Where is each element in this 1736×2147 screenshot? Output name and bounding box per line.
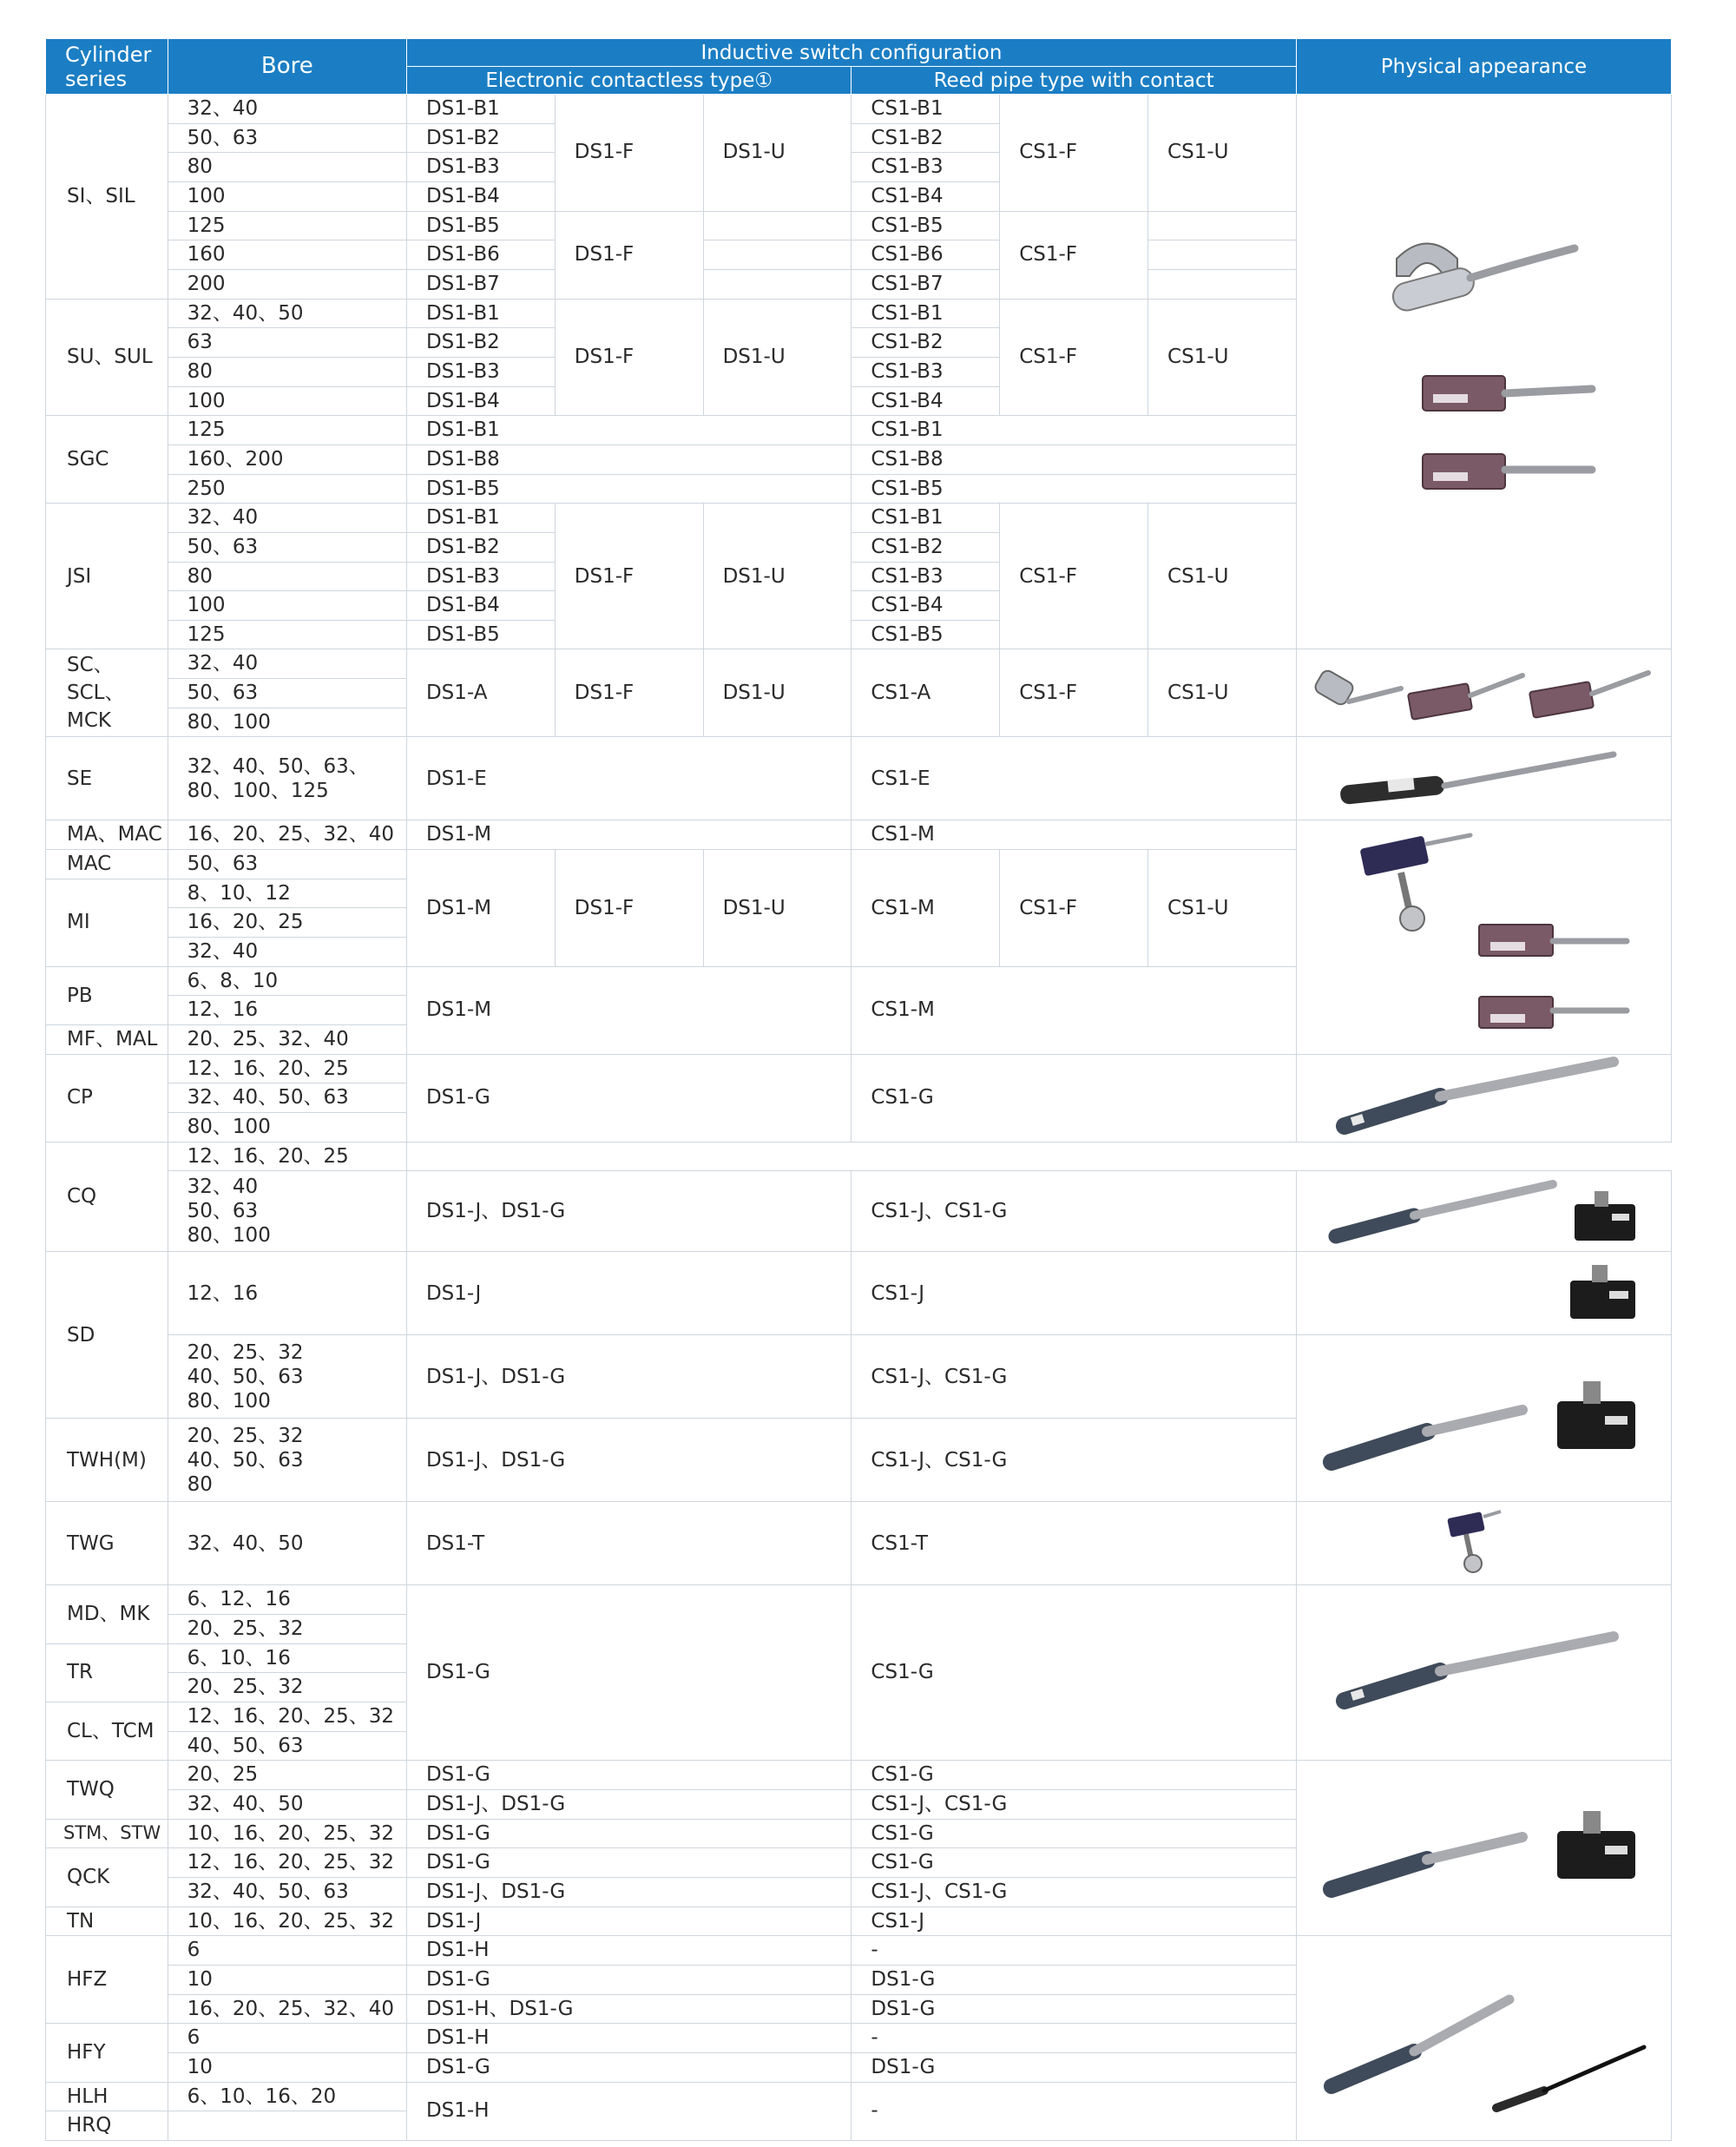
ds-cell: DS1-B6: [406, 240, 555, 270]
bore-cell: 20、25、32: [168, 1615, 406, 1644]
cs-cell: CS1-B3: [852, 357, 1000, 386]
bore-cell: 50、63: [168, 850, 406, 879]
series-qck: QCK: [46, 1848, 168, 1907]
cylindrical-sensor-icon: [1327, 744, 1640, 813]
slot-and-block-sensor-icon: [1318, 1174, 1648, 1248]
ds-cell: DS1-B3: [406, 153, 555, 182]
cs-f-cell: CS1-F: [1000, 649, 1148, 737]
cs-cell: CS1-J、CS1-G: [852, 1789, 1297, 1819]
ds-cell: DS1-B3: [406, 562, 555, 591]
series-mac: MAC: [46, 850, 168, 879]
cs-cell: CS1-J、CS1-G: [852, 1335, 1297, 1419]
bore-cell: 10、16、20、25、32: [168, 1819, 406, 1848]
slot-sensor-icon: [1327, 1630, 1640, 1716]
ds-cell: DS1-G: [406, 1761, 851, 1790]
appearance-image-2: [1296, 649, 1671, 737]
empty-cell: [703, 211, 852, 240]
cs-f-cell: CS1-F: [1000, 95, 1148, 212]
bore-cell: 20、25、32: [168, 1673, 406, 1702]
switch-configuration-table: [45, 38, 1672, 2141]
ds-u-cell: DS1-U: [703, 299, 852, 416]
bore-cell: 80: [168, 357, 406, 386]
bore-cell: 160、200: [168, 445, 406, 474]
header-reed-pipe: Reed pipe type with contact: [852, 67, 1297, 95]
ds-cell: DS1-B5: [406, 474, 851, 504]
bore-cell: 32、40、50: [168, 299, 406, 328]
cs-cell: CS1-B2: [852, 328, 1000, 358]
ds-cell: DS1-H、DS1-G: [406, 1994, 851, 2024]
series-pb: PB: [46, 966, 168, 1024]
cs-u-cell: CS1-U: [1148, 299, 1297, 416]
bore-cell: 100: [168, 386, 406, 416]
appearance-image-4: [1296, 820, 1671, 1054]
cs-cell: DS1-G: [852, 1994, 1297, 2024]
ds-cell: DS1-J、DS1-G: [406, 1335, 851, 1419]
ds-cell: DS1-M: [406, 966, 851, 1054]
bore-cell: 16、20、25、32、40: [168, 820, 406, 850]
series-tn: TN: [46, 1907, 168, 1936]
empty-cell: [703, 240, 852, 270]
bore-cell: 32、40、50、63: [168, 1083, 406, 1113]
cs-cell: -: [852, 2082, 1297, 2140]
cs-u-cell: CS1-U: [1148, 649, 1297, 737]
cs-cell: CS1-G: [852, 1585, 1297, 1761]
bore-cell: 32、40: [168, 504, 406, 533]
header-inductive-switch-configuration: Inductive switch configuration: [406, 39, 1296, 67]
cs-cell: CS1-J、CS1-G: [852, 1419, 1297, 1502]
bore-cell: 16、20、25、32、40: [168, 1994, 406, 2024]
ds-cell: DS1-G: [406, 1965, 851, 1994]
bore-cell: 80、100: [168, 1113, 406, 1143]
series-si-sil: SI、SIL: [46, 95, 168, 300]
bore-line: 80、100: [187, 1224, 271, 1248]
header-bore: Bore: [168, 39, 406, 95]
ds-cell: DS1-B4: [406, 591, 555, 621]
cs-cell: CS1-B4: [852, 591, 1000, 621]
cs-cell: CS1-J: [852, 1907, 1297, 1936]
cs-cell: CS1-A: [852, 649, 1000, 737]
series-stm-stw: STM、STW: [46, 1819, 168, 1848]
cs-f-cell: CS1-F: [1000, 211, 1148, 299]
appearance-image-12: [1296, 1936, 1671, 2141]
cs-cell: CS1-M: [852, 966, 1297, 1054]
cs-f-cell: CS1-F: [1000, 850, 1148, 967]
cs-cell: CS1-B1: [852, 416, 1297, 445]
bore-cell: 50、63: [168, 123, 406, 153]
ds-cell: DS1-B3: [406, 357, 555, 386]
series-twg: TWG: [46, 1502, 168, 1585]
ds-f-cell: DS1-F: [555, 850, 703, 967]
band-mount-sensor-small-icon: [1397, 1505, 1570, 1583]
bore-cell: 32、40、50、63: [168, 1877, 406, 1907]
series-twq: TWQ: [46, 1761, 168, 1819]
bore-cell: 10: [168, 1965, 406, 1994]
empty-cell: [1148, 211, 1297, 240]
bore-cell: 32、40、50: [168, 1502, 406, 1585]
cs-cell: CS1-B1: [852, 504, 1000, 533]
bore-cell: 6、10、16: [168, 1643, 406, 1673]
cs-cell: CS1-B3: [852, 562, 1000, 591]
ds-cell: DS1-J: [406, 1907, 851, 1936]
ds-cell: DS1-B1: [406, 416, 851, 445]
clamp-reed-switches-icon: [1310, 654, 1657, 732]
bore-cell: 6、12、16: [168, 1585, 406, 1615]
appearance-image-11: [1296, 1761, 1671, 1936]
series-tr: TR: [46, 1643, 168, 1702]
cs-cell: CS1-M: [852, 850, 1000, 967]
ds-cell: DS1-B4: [406, 386, 555, 416]
ds-f-cell: DS1-F: [555, 504, 703, 649]
bore-cell: 50、63: [168, 532, 406, 562]
bore-cell: 12、16、20、25: [168, 1054, 406, 1083]
series-cp: CP: [46, 1054, 168, 1142]
header-physical-appearance: Physical appearance: [1296, 39, 1671, 95]
series-hlh: HLH: [46, 2082, 168, 2111]
ds-cell: DS1-B5: [406, 620, 555, 649]
ds-cell: DS1-J、DS1-G: [406, 1877, 851, 1907]
bore-cell: 10、16、20、25、32: [168, 1907, 406, 1936]
ds-cell: DS1-B1: [406, 95, 555, 124]
bore-cell: 63: [168, 328, 406, 358]
cs-cell: CS1-B3: [852, 153, 1000, 182]
header-electronic-contactless: Electronic contactless type①: [406, 67, 851, 95]
ds-u-cell: DS1-U: [703, 649, 852, 737]
bore-line: 32、40、50、63、: [187, 754, 369, 778]
bore-cell: 12、16、20、25、32: [168, 1848, 406, 1878]
ds-cell: DS1-B8: [406, 445, 851, 474]
ds-cell: DS1-B2: [406, 328, 555, 358]
ds-cell: DS1-M: [406, 820, 851, 850]
ds-cell: DS1-J、DS1-G: [406, 1419, 851, 1502]
cs-cell: CS1-B5: [852, 620, 1000, 649]
cs-u-cell: CS1-U: [1148, 850, 1297, 967]
bore-line: 80、100、125: [187, 779, 329, 802]
ds-f-cell: DS1-F: [555, 299, 703, 416]
bore-cell: 12、16、20、25: [168, 1142, 406, 1171]
header-cylinder-series: Cylinder series: [46, 39, 168, 95]
cs-cell: CS1-B8: [852, 445, 1297, 474]
bore-cell: 80、100: [168, 708, 406, 737]
slot-sensor-icon: [1327, 1055, 1640, 1142]
ds-cell: DS1-H: [406, 1936, 851, 1966]
ds-cell: DS1-B2: [406, 123, 555, 153]
bore-cell: 32、40、50: [168, 1789, 406, 1819]
bore-line: 32、40: [187, 1176, 259, 1199]
ds-cell: DS1-B4: [406, 181, 555, 211]
bore-cell: 125: [168, 211, 406, 240]
appearance-image-9: [1296, 1502, 1671, 1585]
series-cl-tcm: CL、TCM: [46, 1702, 168, 1760]
empty-cell: [1148, 240, 1297, 270]
cs-cell: CS1-M: [852, 820, 1297, 850]
cs-cell: CS1-B2: [852, 123, 1000, 153]
bore-cell: 32、40: [168, 95, 406, 124]
ds-f-cell: DS1-F: [555, 211, 703, 299]
bore-cell: 80: [168, 562, 406, 591]
bore-cell: 10: [168, 2052, 406, 2082]
ds-cell: DS1-E: [406, 737, 851, 820]
ds-f-cell: DS1-F: [555, 95, 703, 212]
ds-cell: DS1-G: [406, 1819, 851, 1848]
series-jsi: JSI: [46, 504, 168, 649]
ds-cell: DS1-T: [406, 1502, 851, 1585]
cs-cell: CS1-B6: [852, 240, 1000, 270]
series-twh-m: TWH(M): [46, 1419, 168, 1502]
bore-cell: 125: [168, 620, 406, 649]
bore-cell: 20、25、32、40: [168, 1025, 406, 1055]
bore-cell: 250: [168, 474, 406, 504]
cs-cell: CS1-J、CS1-G: [852, 1171, 1297, 1252]
appearance-image-3: [1296, 737, 1671, 820]
ds-cell: DS1-J、DS1-G: [406, 1789, 851, 1819]
series-md-mk: MD、MK: [46, 1585, 168, 1643]
cs-cell: CS1-J、CS1-G: [852, 1877, 1297, 1907]
ds-cell: DS1-B5: [406, 211, 555, 240]
cs-cell: CS1-B4: [852, 181, 1000, 211]
bore-cell: 160: [168, 240, 406, 270]
cs-cell: CS1-B7: [852, 269, 1000, 299]
band-mount-sensors-icon: [1327, 825, 1640, 1050]
slot-and-mini-sensor-icon: [1310, 1956, 1657, 2121]
empty-cell: [703, 269, 852, 299]
series-hfz: HFZ: [46, 1936, 168, 2024]
bore-cell: 8、10、12: [168, 879, 406, 908]
series-mi: MI: [46, 879, 168, 966]
series-sc-scl-mck: SC、SCL、MCK: [46, 649, 168, 737]
series-sd: SD: [46, 1252, 168, 1419]
series-ma-mac: MA、MAC: [46, 820, 168, 850]
bore-cell: [168, 1419, 406, 1502]
ds-u-cell: DS1-U: [703, 504, 852, 649]
bore-cell: 6: [168, 1936, 406, 1966]
ds-cell: DS1-B7: [406, 269, 555, 299]
appearance-image-8: [1296, 1335, 1671, 1502]
bore-cell: [168, 1335, 406, 1419]
ds-f-cell: DS1-F: [555, 649, 703, 737]
bore-cell: 100: [168, 181, 406, 211]
ds-cell: DS1-H: [406, 2082, 851, 2140]
cs-cell: CS1-B5: [852, 211, 1000, 240]
series-cq: CQ: [46, 1142, 168, 1252]
cs-cell: CS1-J: [852, 1252, 1297, 1335]
ds-cell: DS1-H: [406, 2024, 851, 2053]
ds-cell: DS1-G: [406, 1848, 851, 1878]
bore-line: 50、63: [187, 1200, 259, 1223]
ds-cell: DS1-G: [406, 1585, 851, 1761]
cs-cell: DS1-G: [852, 1965, 1297, 1994]
slot-and-block-sensor-large-icon: [1314, 1792, 1653, 1905]
ds-u-cell: DS1-U: [703, 95, 852, 212]
series-mf-mal: MF、MAL: [46, 1025, 168, 1055]
ds-u-cell: DS1-U: [703, 850, 852, 967]
bore-cell: 20、25: [168, 1761, 406, 1790]
cs-cell: CS1-G: [852, 1054, 1297, 1142]
cs-cell: CS1-G: [852, 1761, 1297, 1790]
bore-line: 40、50、63: [187, 1365, 304, 1388]
bore-cell: 12、16: [168, 996, 406, 1025]
cs-u-cell: CS1-U: [1148, 95, 1297, 212]
appearance-image-10: [1296, 1585, 1671, 1761]
series-sgc: SGC: [46, 416, 168, 504]
cs-cell: CS1-B4: [852, 386, 1000, 416]
cs-f-cell: CS1-F: [1000, 504, 1148, 649]
bore-cell: 6: [168, 2024, 406, 2053]
ds-cell: DS1-B1: [406, 299, 555, 328]
cs-cell: DS1-G: [852, 2052, 1297, 2082]
bore-cell: 32、40: [168, 938, 406, 967]
series-hrq: HRQ: [46, 2111, 168, 2141]
cs-cell: CS1-G: [852, 1848, 1297, 1878]
bore-cell: [168, 2111, 406, 2141]
bore-cell: [168, 737, 406, 820]
ds-cell: DS1-B1: [406, 504, 555, 533]
bore-cell: 6、8、10: [168, 966, 406, 996]
reed-switch-clamp-icon: [1345, 224, 1622, 519]
ds-cell: DS1-G: [406, 1054, 851, 1142]
appearance-image-1: [1296, 95, 1671, 649]
block-sensor-icon: [1310, 1255, 1657, 1333]
appearance-image-6: [1296, 1171, 1671, 1252]
cs-cell: CS1-B5: [852, 474, 1297, 504]
bore-cell: [168, 1171, 406, 1252]
bore-cell: 40、50、63: [168, 1731, 406, 1761]
cs-cell: -: [852, 1936, 1297, 1966]
series-su-sul: SU、SUL: [46, 299, 168, 416]
ds-cell: DS1-G: [406, 2052, 851, 2082]
ds-cell: DS1-B2: [406, 532, 555, 562]
bore-cell: 80: [168, 153, 406, 182]
cs-cell: CS1-E: [852, 737, 1297, 820]
series-hfy: HFY: [46, 2024, 168, 2082]
cs-u-cell: CS1-U: [1148, 504, 1297, 649]
bore-line: 20、25、32: [187, 1424, 304, 1447]
ds-cell: DS1-A: [406, 649, 555, 737]
appearance-image-7: [1296, 1252, 1671, 1335]
slot-and-block-sensor-large-icon: [1314, 1362, 1653, 1475]
bore-line: 80、100: [187, 1389, 271, 1413]
bore-cell: 200: [168, 269, 406, 299]
bore-cell: 6、10、16、20: [168, 2082, 406, 2111]
ds-cell: DS1-J、DS1-G: [406, 1171, 851, 1252]
cs-cell: CS1-G: [852, 1819, 1297, 1848]
appearance-image-5: [1296, 1054, 1671, 1142]
bore-line: 80: [187, 1472, 213, 1496]
bore-line: 20、25、32: [187, 1340, 304, 1364]
empty-cell: [1148, 269, 1297, 299]
series-se: SE: [46, 737, 168, 820]
cs-cell: CS1-T: [852, 1502, 1297, 1585]
bore-cell: 50、63: [168, 679, 406, 708]
bore-cell: 100: [168, 591, 406, 621]
cs-cell: -: [852, 2024, 1297, 2053]
switch-configuration-table-container: [45, 38, 1672, 2141]
ds-cell: DS1-J: [406, 1252, 851, 1335]
bore-cell: 16、20、25: [168, 908, 406, 938]
bore-cell: 12、16、20、25、32: [168, 1702, 406, 1731]
cs-f-cell: CS1-F: [1000, 299, 1148, 416]
bore-line: 40、50、63: [187, 1448, 304, 1472]
bore-cell: 12、16: [168, 1252, 406, 1335]
cs-cell: CS1-B2: [852, 532, 1000, 562]
bore-cell: 32、40: [168, 649, 406, 679]
cs-cell: CS1-B1: [852, 95, 1000, 124]
bore-cell: 125: [168, 416, 406, 445]
ds-cell: DS1-M: [406, 850, 555, 967]
cs-cell: CS1-B1: [852, 299, 1000, 328]
